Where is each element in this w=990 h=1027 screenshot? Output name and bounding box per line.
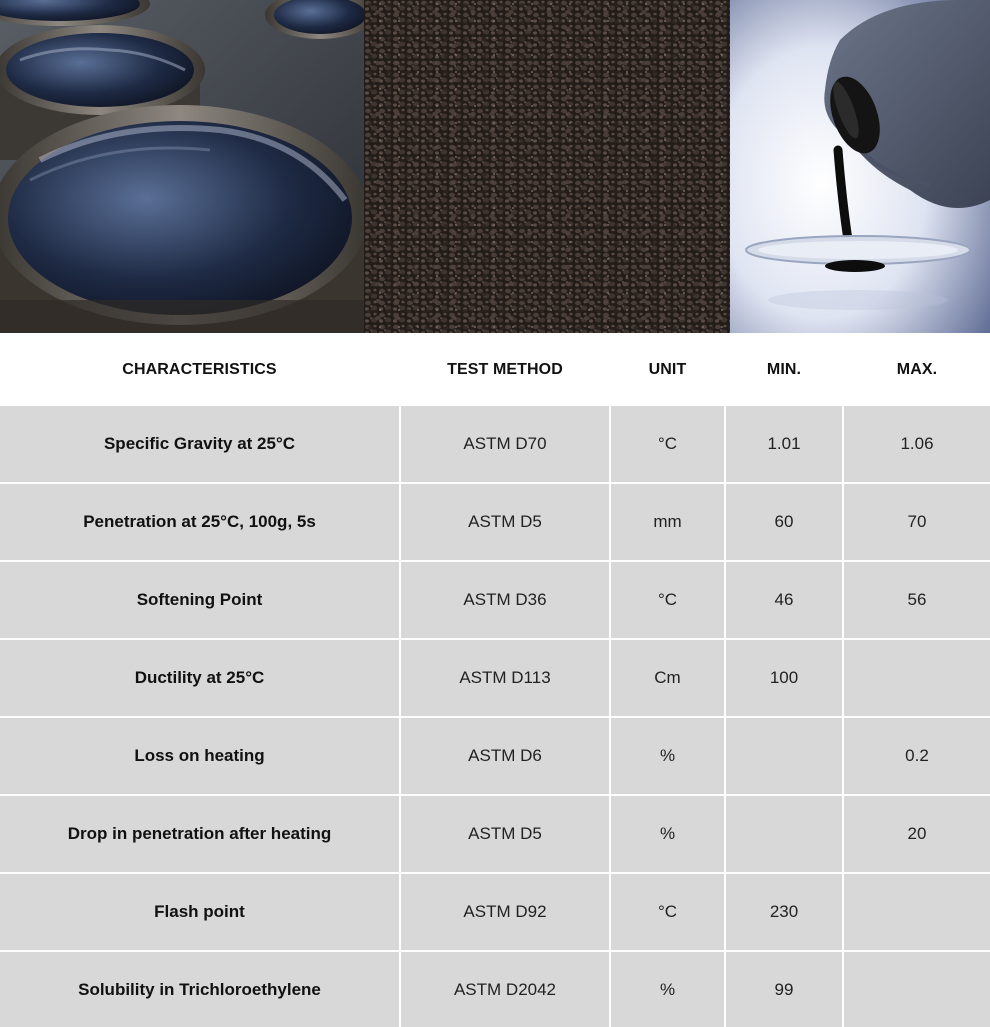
cell-test-method: ASTM D70 <box>400 406 610 483</box>
bitumen-drums-photo <box>0 0 364 333</box>
cell-characteristic: Softening Point <box>0 561 400 639</box>
cell-unit: mm <box>610 483 725 561</box>
cell-characteristic: Solubility in Trichloroethylene <box>0 951 400 1027</box>
cell-min: 230 <box>725 873 843 951</box>
cell-min <box>725 795 843 873</box>
cell-test-method: ASTM D2042 <box>400 951 610 1027</box>
cell-unit: Cm <box>610 639 725 717</box>
cell-characteristic: Loss on heating <box>0 717 400 795</box>
cell-unit: °C <box>610 873 725 951</box>
cell-test-method: ASTM D92 <box>400 873 610 951</box>
bitumen-pouring-photo <box>730 0 990 333</box>
cell-min: 46 <box>725 561 843 639</box>
cell-unit: % <box>610 717 725 795</box>
table-row <box>0 951 990 1027</box>
cell-test-method: ASTM D113 <box>400 639 610 717</box>
cell-unit: °C <box>610 561 725 639</box>
cell-test-method: ASTM D6 <box>400 717 610 795</box>
table-row <box>0 483 990 561</box>
cell-max: 56 <box>843 561 990 639</box>
cell-characteristic: Flash point <box>0 873 400 951</box>
cell-min: 60 <box>725 483 843 561</box>
table-row <box>0 873 990 951</box>
cell-min: 100 <box>725 639 843 717</box>
cell-test-method: ASTM D5 <box>400 483 610 561</box>
photo-strip <box>0 0 990 333</box>
cell-max: 0.2 <box>843 717 990 795</box>
cell-max: 20 <box>843 795 990 873</box>
cell-max <box>843 873 990 951</box>
cell-max: 70 <box>843 483 990 561</box>
table-row <box>0 795 990 873</box>
header-characteristics: CHARACTERISTICS <box>0 333 400 406</box>
cell-characteristic: Ductility at 25°C <box>0 639 400 717</box>
cell-min: 99 <box>725 951 843 1027</box>
cell-max <box>843 639 990 717</box>
header-unit: UNIT <box>610 333 725 406</box>
bitumen-granules-photo <box>364 0 730 333</box>
cell-min <box>725 717 843 795</box>
header-test-method: TEST METHOD <box>400 333 610 406</box>
cell-min: 1.01 <box>725 406 843 483</box>
table-row <box>0 561 990 639</box>
cell-test-method: ASTM D5 <box>400 795 610 873</box>
table-row <box>0 717 990 795</box>
table-row <box>0 406 990 483</box>
cell-characteristic: Drop in penetration after heating <box>0 795 400 873</box>
cell-max: 1.06 <box>843 406 990 483</box>
cell-unit: % <box>610 795 725 873</box>
specifications-table <box>0 333 990 1027</box>
cell-characteristic: Penetration at 25°C, 100g, 5s <box>0 483 400 561</box>
cell-characteristic: Specific Gravity at 25°C <box>0 406 400 483</box>
cell-test-method: ASTM D36 <box>400 561 610 639</box>
table-row <box>0 639 990 717</box>
header-max: MAX. <box>843 333 990 406</box>
cell-unit: °C <box>610 406 725 483</box>
cell-unit: % <box>610 951 725 1027</box>
table-header-row <box>0 333 990 406</box>
cell-max <box>843 951 990 1027</box>
header-min: MIN. <box>725 333 843 406</box>
